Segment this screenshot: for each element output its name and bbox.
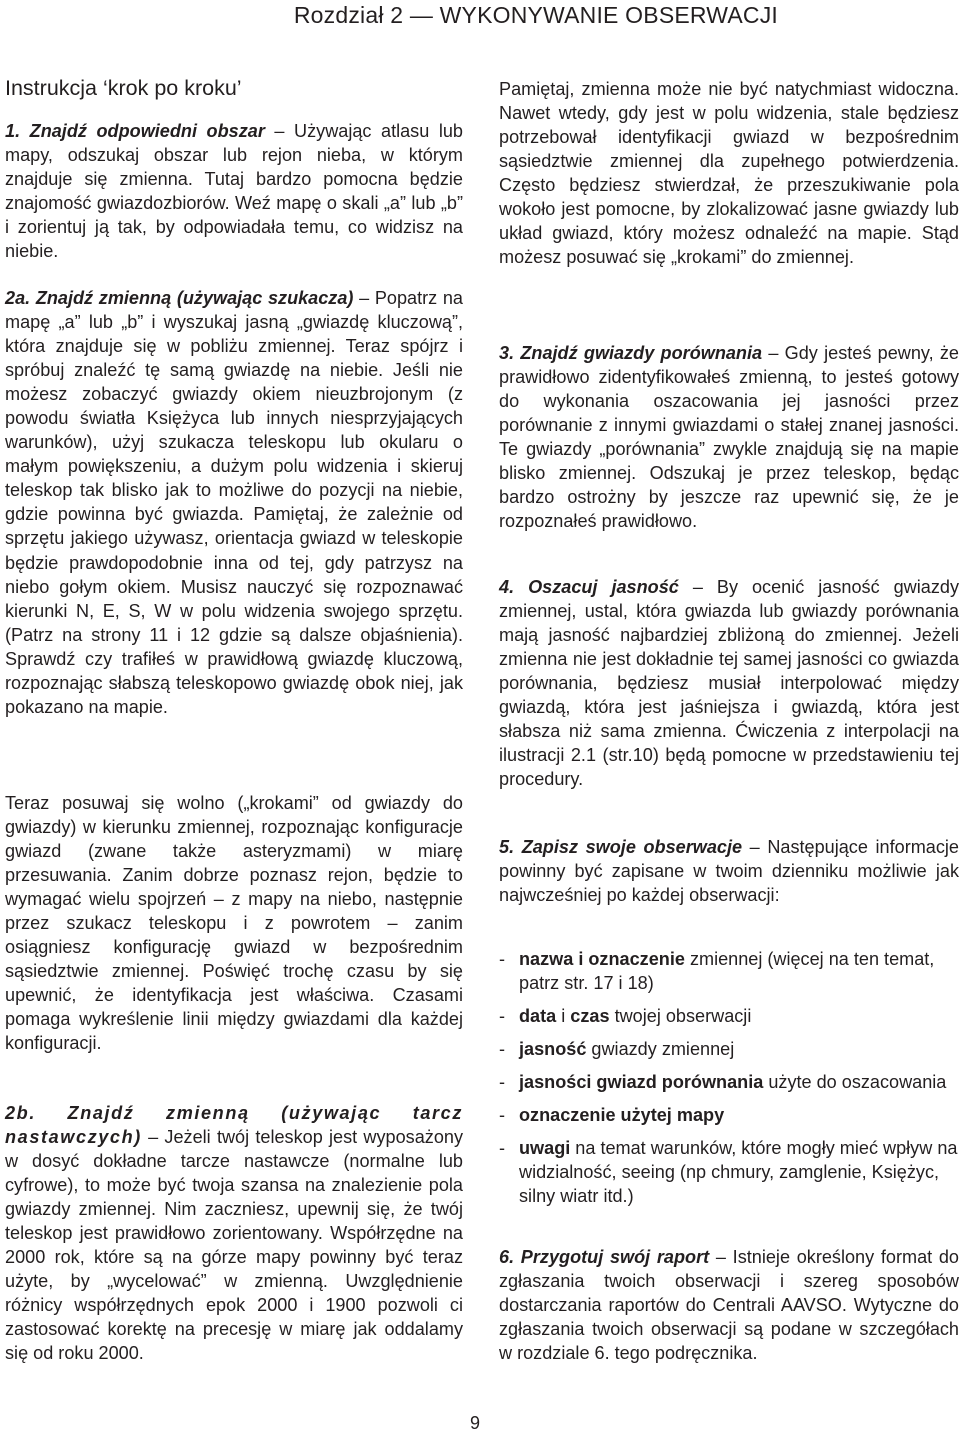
list-dash: - xyxy=(499,1006,506,1027)
section-heading: Instrukcja ‘krok po kroku’ xyxy=(5,76,242,100)
list-item-text: gwiazdy zmiennej xyxy=(586,1039,735,1060)
step-3 xyxy=(499,341,959,533)
list-item-bold: nazwa i oznaczenie xyxy=(519,949,685,969)
list-item-bold: czas xyxy=(570,1006,610,1027)
list-item-text: na temat warunków, które mogły mieć wpływ na widzialność, seeing (np chmury, zamglenie, Księżyc, silny wiatr itd.) xyxy=(519,1138,958,1207)
list-item-bold: oznaczenie użytej mapy xyxy=(519,1105,725,1126)
step-5-title: 5. Zapisz swoje obserwacje xyxy=(499,837,743,857)
list-dash: - xyxy=(499,1039,506,1060)
list-dash: - xyxy=(499,1072,506,1093)
step-2b-text: – Jeżeli twój teleskop jest wyposażony w dosyć dokładne tarcze nastawcze (normalne lub cyfrowe), to może być twoja szansa na znalezienie pola gwiazdy zmiennej. Nim zaczniesz, upewnij się, że twój teleskop jest prawidłowo zorientowany. Współrzędne na 2000 rok, które są na górze mapy powinny być teraz użyte, by „wycelować” w zmienną. Uwzględnienie różnicy współrzędnych epok 2000 i 1900 pozwoli ci zastosować korektę na precesję w miarę jak oddalamy się od roku 2000. xyxy=(5,1127,463,1364)
list-item xyxy=(499,1004,959,1028)
step-5-text: – Następujące informacje powinny być zapisane w twoim dzienniku możliwie jak najwcześniej po każdej obserwacji: xyxy=(499,837,959,906)
list-item xyxy=(499,1037,959,1061)
step-4-title: 4. Oszacuj jasność xyxy=(499,577,679,597)
list-item-text: zmiennej (więcej na ten temat, patrz str. 17 i 18) xyxy=(519,949,935,994)
step-6-text: – Istnieje określony format do zgłaszania twoich obserwacji i szereg sposobów dostarczania raportów do Centrali AAVSO. Wytyczne do zgłaszania twoich obserwacji są podane w szczegółach w rozdziale 6. tego podręcznika. xyxy=(499,1247,959,1364)
list-item-bold: jasność xyxy=(519,1039,587,1060)
page-number: 9 xyxy=(470,1413,481,1433)
step-6 xyxy=(499,1245,959,1365)
step-2b-continued: Pamiętaj, zmienna może nie być natychmiast widoczna. Nawet wtedy, gdy jest w polu widzenia, stale będziesz potrzebował identyfikacji gwiazd w bezpośrednim sąsiedztwie zmiennej dla zupełnego potwierdzenia. Często będziesz stwierdzał, że przeszukiwanie pola wokoło jest pomocne, by zlokalizować jasne gwiazdy lub układ gwiazd, który możesz odnaleźć na mapie. Stąd możesz posuwać się „krokami” do zmiennej. xyxy=(499,79,959,268)
list-dash: - xyxy=(499,1105,506,1126)
list-item-text: i xyxy=(556,1006,571,1027)
step-2a-text: – Popatrz na mapę „a” lub „b” i wyszukaj jasną „gwiazdę kluczową”, która znajduje się w pobliżu zmiennej. Teraz spójrz i spróbuj znaleźć tę samą gwiazdę na niebie. Jeśli nie możesz zobaczyć gwiazdy okiem nieuzbrojonym (z powodu światła Księżyca lub innych niesprzyjających warunków), użyj szukacza teleskopu lub okularu o małym powiększeniu, a dużym polu widzenia i skieruj teleskop tak blisko jak to możliwe do pozycji na niebie, gdzie powinna być gwiazda. Pamiętaj, że zależnie od sprzętu jakiego używasz, orientacja gwiazd w teleskopie będzie prawdopodobnie inna od tej, gdy patrzysz na niebo gołym okiem. Musisz nauczyć się rozpoznawać kierunki N, E, S, W w polu widzenia swojego sprzętu. (Patrz na strony 11 i 12 gdzie są dalsze objaśnienia). Sprawdź czy trafiłeś w prawidłową gwiazdę kluczową, rozpoznając słabszą teleskopowo gwiazdę obok niej, jak pokazano na mapie. xyxy=(5,288,463,717)
step-3-text: – Gdy jesteś pewny, że prawidłowo zidentyfikowałeś zmienną, to jesteś gotowy do wykonania oszacowania jej jasności przez porównanie z innymi gwiazdami o stałej znanej jasności. Te gwiazdy „porównania” zwykle znajdują się na mapie blisko zmiennej. Odszukaj je przez teleskop, będąc bardzo ostrożny by jeszcze raz upewnić się, że je rozpoznałeś prawidłowo. xyxy=(499,343,959,532)
step-1 xyxy=(5,119,463,263)
list-dash: - xyxy=(499,949,506,969)
list-dash: - xyxy=(499,1138,506,1159)
list-item-bold: uwagi xyxy=(519,1138,571,1159)
list-item-bold: data xyxy=(519,1006,557,1027)
list-item xyxy=(499,947,959,995)
step-6-title: 6. Przygotuj swój raport xyxy=(499,1247,710,1267)
step-2a xyxy=(5,286,463,719)
list-item xyxy=(499,1103,959,1127)
step-5 xyxy=(499,835,959,907)
step-4-text: – By ocenić jasność gwiazdy zmiennej, ustal, która gwiazda lub gwiazdy porównania mają jasność najbardziej zbliżoną do zmiennej. Jeżeli zmienna nie jest dokładnie tej samej jasności co gwiazda porównania, będziesz musiał interpolować między gwiazdą, która jest jaśniejsza i gwiazdą, która jest słabsza niż sama zmienna. Ćwiczenia z interpolacji na ilustracji 2.1 (str.10) będą pomocne w przedstawieniu tej procedury. xyxy=(499,577,959,790)
step-1-text: – Używając atlasu lub mapy, odszukaj obszar lub rejon nieba, w którym znajduje się zmienna. Tutaj bardzo pomocna będzie znajomość gwiazdozbiorów. Weź mapę o skali „a” lub „b” i zorientuj ją tak, by odpowiadała temu, co widzisz na niebie. xyxy=(5,121,463,262)
list-item xyxy=(499,1070,959,1094)
list-item-text: użyte do oszacowania xyxy=(763,1072,947,1093)
step-4 xyxy=(499,575,959,791)
list-item xyxy=(499,1136,959,1208)
step-2a-continued: Teraz posuwaj się wolno („krokami” od gwiazdy do gwiazdy) w kierunku zmiennej, rozpoznając konfiguracje gwiazd (zwane także asteryzmami) w miarę przesuwania. Zanim dobrze poznasz rejon, będzie to wymagać wielu spojrzeń – z mapy na niebo, następnie przez szukacz teleskopu i z powrotem – zanim osiągniesz konfigurację gwiazd w bezpośrednim sąsiedztwie zmiennej. Poświęć trochę czasu by się upewnić, że identyfikacja jest właściwa. Czasami pomaga wykreślenie linii między gwiazdami dla każdej konfiguracji. xyxy=(5,793,463,1054)
step-2a-title: 2a. Znajdź zmienną (używając szukacza) xyxy=(5,288,354,308)
list-item-bold: jasności gwiazd porównania xyxy=(519,1072,764,1093)
chapter-header: Rozdział 2 — WYKONYWANIE OBSERWACJI xyxy=(293,2,778,28)
step-3-title: 3. Znajdź gwiazdy porównania xyxy=(499,343,763,363)
step-2b-title: 2b. Znajdź zmienną (używając tarcz nastawczych) xyxy=(5,1103,463,1148)
observation-info-list xyxy=(499,947,959,1208)
list-item-text: twojej obserwacji xyxy=(609,1006,752,1027)
step-1-title: 1. Znajdź odpowiedni obszar xyxy=(5,121,265,141)
step-2b xyxy=(5,1101,463,1366)
